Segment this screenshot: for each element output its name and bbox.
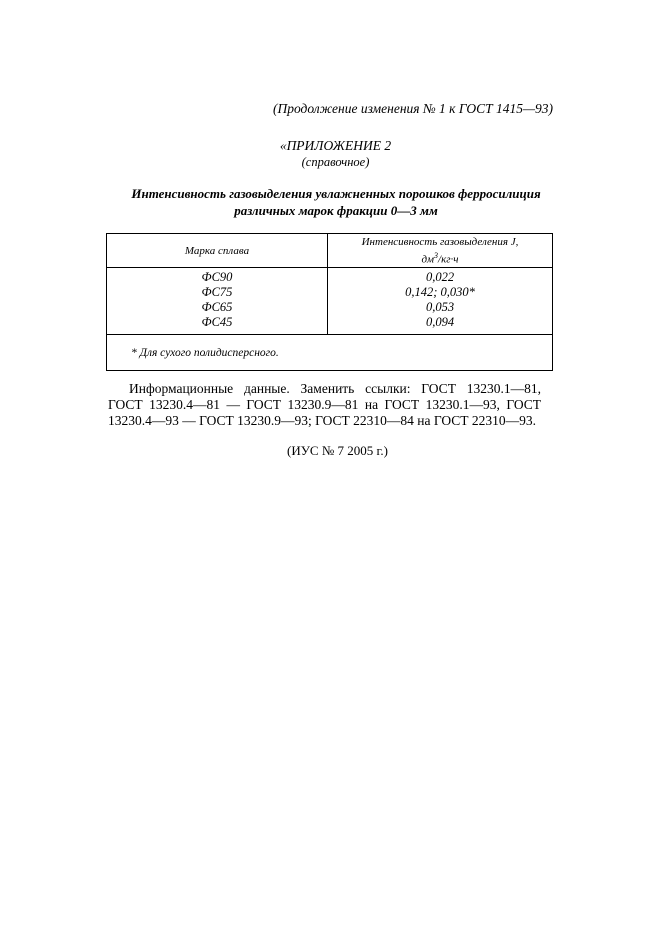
continuation-header: (Продолжение изменения № 1 к ГОСТ 1415—93) bbox=[272, 101, 553, 116]
intensity-cell: 0,053 bbox=[425, 300, 455, 314]
table-title-line-2: различных марок фракции 0—3 мм bbox=[234, 203, 438, 218]
table-title-line-1: Интенсивность газовыделения увлажненных порошков ферросилиция bbox=[131, 186, 541, 201]
ius-reference: (ИУС № 7 2005 г.) bbox=[287, 443, 388, 458]
unit-suffix: /кг·ч bbox=[438, 253, 459, 266]
appendix-subtitle: (справочное) bbox=[301, 155, 370, 169]
table-header-row bbox=[107, 234, 553, 268]
table-footnote: * Для сухого полидисперсного. bbox=[107, 335, 553, 371]
intensity-cell: 0,142; 0,030* bbox=[405, 285, 475, 299]
appendix-title: «ПРИЛОЖЕНИЕ 2 bbox=[279, 138, 392, 153]
info-paragraph: Информационные данные. Заменить ссылки: ГОСТ 13230.1—81, ГОСТ 13230.4—81 — ГОСТ 13230.9—81 на ГОСТ 13230.1—93, ГОСТ 13230.4—93 — ГОСТ 13230.9—93; ГОСТ 22310—84 на ГОСТ 22310—93. bbox=[108, 381, 541, 428]
grade-cell: ФС65 bbox=[201, 300, 233, 314]
grade-cell: ФС90 bbox=[201, 270, 233, 284]
header-intensity bbox=[328, 234, 553, 268]
header-intensity-unit bbox=[328, 249, 552, 267]
intensity-column bbox=[328, 268, 553, 335]
intensity-cell: 0,022 bbox=[425, 270, 455, 284]
table-body-row bbox=[107, 268, 553, 335]
table-title bbox=[112, 185, 560, 219]
header-intensity-label: Интенсивность газовыделения J, bbox=[361, 235, 519, 248]
grade-cell: ФС45 bbox=[201, 315, 233, 329]
unit-prefix: дм bbox=[421, 253, 435, 266]
grade-cell: ФС75 bbox=[201, 285, 233, 299]
header-grade: Марка сплава bbox=[107, 234, 328, 268]
unit-superscript: 3 bbox=[434, 250, 439, 260]
intensity-cell: 0,094 bbox=[425, 315, 455, 329]
table-footnote-row bbox=[107, 335, 553, 371]
gas-emission-table bbox=[106, 233, 553, 371]
grade-column bbox=[107, 268, 328, 335]
